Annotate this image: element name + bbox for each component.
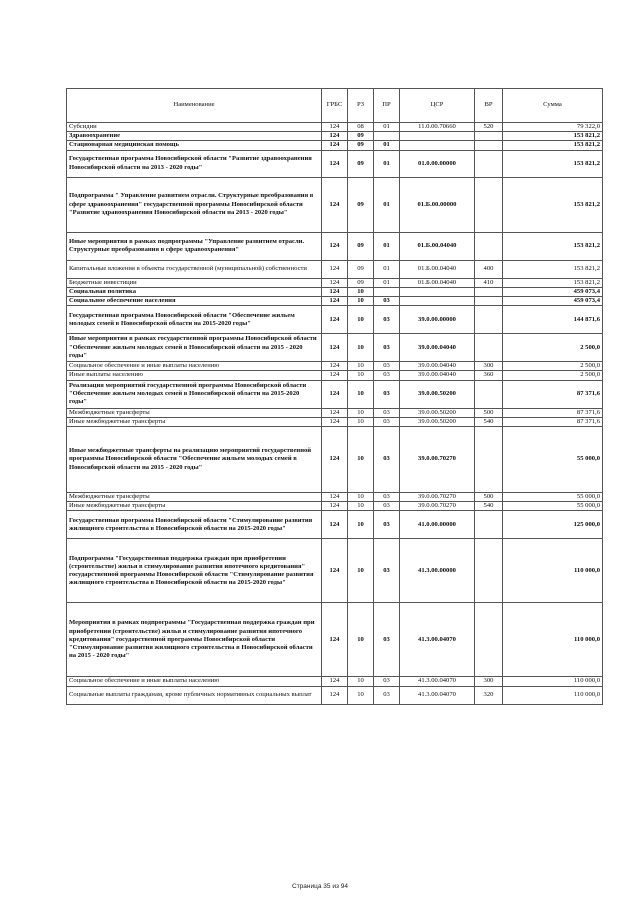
cell-sum: 87 371,6	[503, 417, 603, 426]
cell-grbs: 124	[322, 380, 348, 408]
cell-pr: 03	[374, 427, 400, 493]
table-row	[67, 177, 603, 232]
cell-sum: 125 000,0	[503, 511, 603, 539]
cell-csr: 01.0.00.00000	[400, 150, 475, 177]
cell-grbs: 124	[322, 427, 348, 493]
cell-csr: 39.0.00.70270	[400, 493, 475, 502]
cell-pr: 01	[374, 232, 400, 260]
cell-pr: 03	[374, 603, 400, 677]
cell-vr	[475, 306, 503, 334]
column-header-rz: РЗ	[348, 89, 374, 123]
cell-csr: 39.0.00.00000	[400, 306, 475, 334]
cell-name: Подпрограмма " Управление развитием отрасли. Структурные преобразования в сфере здравоохранения" государственной программы Новосибирской области "Развитие здравоохранения Новосибирской области на 2013 - 2020 годы"	[67, 177, 322, 232]
cell-grbs: 124	[322, 502, 348, 511]
column-header-csr: ЦСР	[400, 89, 475, 123]
cell-pr: 03	[374, 686, 400, 704]
cell-csr: 41.3.00.04070	[400, 686, 475, 704]
cell-csr: 39.0.00.50200	[400, 417, 475, 426]
cell-csr: 39.0.00.04040	[400, 362, 475, 371]
cell-vr	[475, 132, 503, 141]
cell-rz: 10	[348, 408, 374, 417]
cell-pr: 01	[374, 150, 400, 177]
column-header-grbs: ГРБС	[322, 89, 348, 123]
cell-rz: 10	[348, 380, 374, 408]
cell-rz: 09	[348, 177, 374, 232]
cell-sum: 153 821,2	[503, 132, 603, 141]
cell-rz: 10	[348, 334, 374, 362]
cell-vr	[475, 603, 503, 677]
cell-sum: 144 871,6	[503, 306, 603, 334]
cell-grbs: 124	[322, 260, 348, 278]
cell-name: Иные мероприятия в рамках подпрограммы "Управление развитием отрасли. Структурные преобразования в сфере здравоохранения"	[67, 232, 322, 260]
cell-pr: 03	[374, 408, 400, 417]
cell-vr: 400	[475, 260, 503, 278]
cell-pr: 03	[374, 371, 400, 380]
table-row	[67, 677, 603, 686]
cell-sum: 153 821,2	[503, 141, 603, 150]
cell-vr: 540	[475, 502, 503, 511]
table-row	[67, 132, 603, 141]
column-header-vr: ВР	[475, 89, 503, 123]
cell-rz: 10	[348, 502, 374, 511]
cell-name: Социальное обеспечение и иные выплаты населению	[67, 677, 322, 686]
cell-csr: 39.0.00.04040	[400, 371, 475, 380]
cell-rz: 10	[348, 306, 374, 334]
cell-csr	[400, 297, 475, 306]
cell-grbs: 124	[322, 417, 348, 426]
cell-vr: 360	[475, 371, 503, 380]
table-row	[67, 260, 603, 278]
cell-sum: 110 000,0	[503, 677, 603, 686]
cell-grbs: 124	[322, 278, 348, 287]
cell-csr: 01.Б.00.04040	[400, 232, 475, 260]
cell-sum: 2 500,0	[503, 371, 603, 380]
cell-pr: 01	[374, 177, 400, 232]
column-header-name: Наименование	[67, 89, 322, 123]
cell-sum: 110 000,0	[503, 603, 603, 677]
table-row	[67, 511, 603, 539]
cell-grbs: 124	[322, 123, 348, 132]
cell-name: Социальные выплаты гражданам, кроме публичных нормативных социальных выплат	[67, 686, 322, 704]
cell-vr: 300	[475, 677, 503, 686]
cell-rz: 09	[348, 150, 374, 177]
cell-csr	[400, 132, 475, 141]
cell-name: Здравоохранение	[67, 132, 322, 141]
cell-vr	[475, 427, 503, 493]
table-header-row	[67, 89, 603, 123]
cell-rz: 10	[348, 677, 374, 686]
cell-grbs: 124	[322, 362, 348, 371]
cell-sum: 2 500,0	[503, 362, 603, 371]
cell-pr: 03	[374, 677, 400, 686]
cell-name: Капитальные вложения в объекты государственной (муниципальной) собственности	[67, 260, 322, 278]
cell-sum: 459 073,4	[503, 287, 603, 296]
cell-csr: 01.Б.00.00000	[400, 177, 475, 232]
column-header-pr: ПР	[374, 89, 400, 123]
cell-rz: 10	[348, 287, 374, 296]
cell-pr: 03	[374, 417, 400, 426]
table-row	[67, 123, 603, 132]
cell-rz: 10	[348, 603, 374, 677]
cell-csr: 39.0.00.70270	[400, 427, 475, 493]
cell-grbs: 124	[322, 686, 348, 704]
cell-csr: 39.0.00.50200	[400, 380, 475, 408]
cell-grbs: 124	[322, 177, 348, 232]
cell-grbs: 124	[322, 232, 348, 260]
cell-sum: 79 322,0	[503, 123, 603, 132]
cell-vr	[475, 511, 503, 539]
cell-name: Иные межбюджетные трансферты	[67, 502, 322, 511]
table-row	[67, 334, 603, 362]
cell-pr	[374, 287, 400, 296]
cell-name: Реализация мероприятий государственной программы Новосибирской области "Обеспечение жильем молодых семей в Новосибирской области на 2015-2020 годы"	[67, 380, 322, 408]
cell-grbs: 124	[322, 287, 348, 296]
cell-csr	[400, 287, 475, 296]
cell-vr: 500	[475, 408, 503, 417]
cell-csr	[400, 141, 475, 150]
table-row	[67, 150, 603, 177]
cell-sum: 153 821,2	[503, 232, 603, 260]
cell-grbs: 124	[322, 539, 348, 603]
cell-grbs: 124	[322, 150, 348, 177]
cell-vr: 540	[475, 417, 503, 426]
cell-vr: 410	[475, 278, 503, 287]
cell-name: Иные межбюджетные трансферты	[67, 417, 322, 426]
cell-pr: 03	[374, 493, 400, 502]
cell-pr: 03	[374, 502, 400, 511]
cell-pr: 01	[374, 260, 400, 278]
cell-sum: 87 371,6	[503, 380, 603, 408]
cell-vr	[475, 539, 503, 603]
budget-table	[66, 88, 603, 705]
cell-csr: 41.3.00.04070	[400, 677, 475, 686]
cell-name: Социальное обеспечение и иные выплаты населению	[67, 362, 322, 371]
table-row	[67, 539, 603, 603]
cell-sum: 55 000,0	[503, 427, 603, 493]
table-row	[67, 427, 603, 493]
cell-sum: 55 000,0	[503, 493, 603, 502]
cell-csr: 41.3.00.04070	[400, 603, 475, 677]
cell-name: Мероприятия в рамках подпрограммы "Государственная поддержка граждан при приобретении (строительстве) жилья и стимулирование развития ипотечного кредитования" государственной программы Новосибирской области "Стимулирование развития жилищного строительства в Новосибирской области на 2015 - 2020 годы"	[67, 603, 322, 677]
cell-grbs: 124	[322, 493, 348, 502]
cell-csr: 41.3.00.00000	[400, 539, 475, 603]
cell-sum: 153 821,2	[503, 150, 603, 177]
table-row	[67, 287, 603, 296]
cell-pr: 03	[374, 334, 400, 362]
cell-sum: 87 371,6	[503, 408, 603, 417]
cell-rz: 10	[348, 539, 374, 603]
cell-name: Социальная политика	[67, 287, 322, 296]
cell-sum: 459 073,4	[503, 297, 603, 306]
cell-csr: 01.Б.00.04040	[400, 260, 475, 278]
cell-vr	[475, 287, 503, 296]
cell-rz: 09	[348, 232, 374, 260]
budget-table-container	[66, 88, 602, 705]
cell-rz: 09	[348, 141, 374, 150]
cell-pr: 03	[374, 362, 400, 371]
cell-rz: 10	[348, 297, 374, 306]
cell-vr: 300	[475, 362, 503, 371]
cell-csr: 01.Б.00.04040	[400, 278, 475, 287]
cell-pr: 03	[374, 306, 400, 334]
cell-name: Подпрограмма "Государственная поддержка граждан при приобретении (строительстве) жилья в стимулирование развития ипотечного кредитования" государственной программы Новосибирской области "Стимулирование развития жилищного строительства в Новосибирской области на 2015-2020 годы"	[67, 539, 322, 603]
cell-sum: 153 821,2	[503, 177, 603, 232]
cell-rz: 10	[348, 417, 374, 426]
table-row	[67, 686, 603, 704]
cell-rz: 09	[348, 278, 374, 287]
cell-grbs: 124	[322, 603, 348, 677]
cell-vr	[475, 232, 503, 260]
cell-vr	[475, 334, 503, 362]
table-row	[67, 603, 603, 677]
cell-vr: 500	[475, 493, 503, 502]
cell-rz: 08	[348, 123, 374, 132]
column-header-sum: Сумма	[503, 89, 603, 123]
table-row	[67, 306, 603, 334]
cell-name: Государственная программа Новосибирской области "Стимулирование развития жилищного строительства в Новосибирской области на 2015-2020 годы"	[67, 511, 322, 539]
cell-grbs: 124	[322, 141, 348, 150]
cell-grbs: 124	[322, 408, 348, 417]
cell-vr	[475, 177, 503, 232]
cell-name: Субсидии	[67, 123, 322, 132]
table-row	[67, 417, 603, 426]
cell-name: Государственная программа Новосибирской области "Обеспечение жильем молодых семей в Новосибирской области на 2015-2020 годы"	[67, 306, 322, 334]
cell-rz: 10	[348, 511, 374, 539]
cell-sum: 153 821,2	[503, 278, 603, 287]
table-row	[67, 502, 603, 511]
table-row	[67, 371, 603, 380]
cell-vr: 320	[475, 686, 503, 704]
cell-vr	[475, 150, 503, 177]
cell-sum: 110 000,0	[503, 686, 603, 704]
cell-name: Социальное обеспечение населения	[67, 297, 322, 306]
cell-pr: 01	[374, 123, 400, 132]
cell-rz: 10	[348, 493, 374, 502]
cell-sum: 110 000,0	[503, 539, 603, 603]
cell-name: Иные межбюджетные трансферты на реализацию мероприятий государственной программы Новосибирской области "Обеспечение жильем молодых семей в Новосибирской области на 2015 - 2020 годы"	[67, 427, 322, 493]
table-row	[67, 297, 603, 306]
cell-pr: 03	[374, 511, 400, 539]
cell-grbs: 124	[322, 297, 348, 306]
cell-rz: 10	[348, 686, 374, 704]
cell-pr: 01	[374, 278, 400, 287]
page-number: Страница 35 из 94	[292, 883, 348, 890]
table-row	[67, 232, 603, 260]
cell-name: Государственная программа Новосибирской области "Развитие здравоохранения Новосибирской области на 2013 - 2020 годы"	[67, 150, 322, 177]
table-row	[67, 493, 603, 502]
cell-rz: 10	[348, 362, 374, 371]
cell-grbs: 124	[322, 371, 348, 380]
cell-csr: 11.0.00.70660	[400, 123, 475, 132]
cell-rz: 10	[348, 371, 374, 380]
table-row	[67, 408, 603, 417]
cell-name: Стационарная медицинская помощь	[67, 141, 322, 150]
cell-name: Бюджетные инвестиции	[67, 278, 322, 287]
cell-csr: 41.0.00.00000	[400, 511, 475, 539]
cell-grbs: 124	[322, 306, 348, 334]
cell-sum: 153 821,2	[503, 260, 603, 278]
cell-rz: 09	[348, 260, 374, 278]
table-row	[67, 278, 603, 287]
cell-vr	[475, 141, 503, 150]
cell-csr: 39.0.00.50200	[400, 408, 475, 417]
cell-vr: 520	[475, 123, 503, 132]
cell-pr: 03	[374, 539, 400, 603]
table-row	[67, 380, 603, 408]
cell-pr: 03	[374, 297, 400, 306]
table-row	[67, 141, 603, 150]
cell-vr	[475, 380, 503, 408]
cell-name: Межбюджетные трансферты	[67, 408, 322, 417]
cell-pr: 01	[374, 141, 400, 150]
cell-csr: 39.0.00.70270	[400, 502, 475, 511]
cell-sum: 55 000,0	[503, 502, 603, 511]
cell-grbs: 124	[322, 677, 348, 686]
cell-grbs: 124	[322, 132, 348, 141]
cell-csr: 39.0.00.04040	[400, 334, 475, 362]
cell-name: Иные выплаты населению	[67, 371, 322, 380]
table-row	[67, 362, 603, 371]
cell-grbs: 124	[322, 334, 348, 362]
cell-vr	[475, 297, 503, 306]
table-body	[67, 123, 603, 705]
cell-sum: 2 500,0	[503, 334, 603, 362]
cell-pr: 03	[374, 380, 400, 408]
cell-name: Иные мероприятия в рамках государственной программы Новосибирской области "Обеспечение жильем молодых семей в Новосибирской области на 2015 - 2020 годы"	[67, 334, 322, 362]
cell-grbs: 124	[322, 511, 348, 539]
cell-pr	[374, 132, 400, 141]
cell-rz: 09	[348, 132, 374, 141]
cell-name: Межбюджетные трансферты	[67, 493, 322, 502]
cell-rz: 10	[348, 427, 374, 493]
